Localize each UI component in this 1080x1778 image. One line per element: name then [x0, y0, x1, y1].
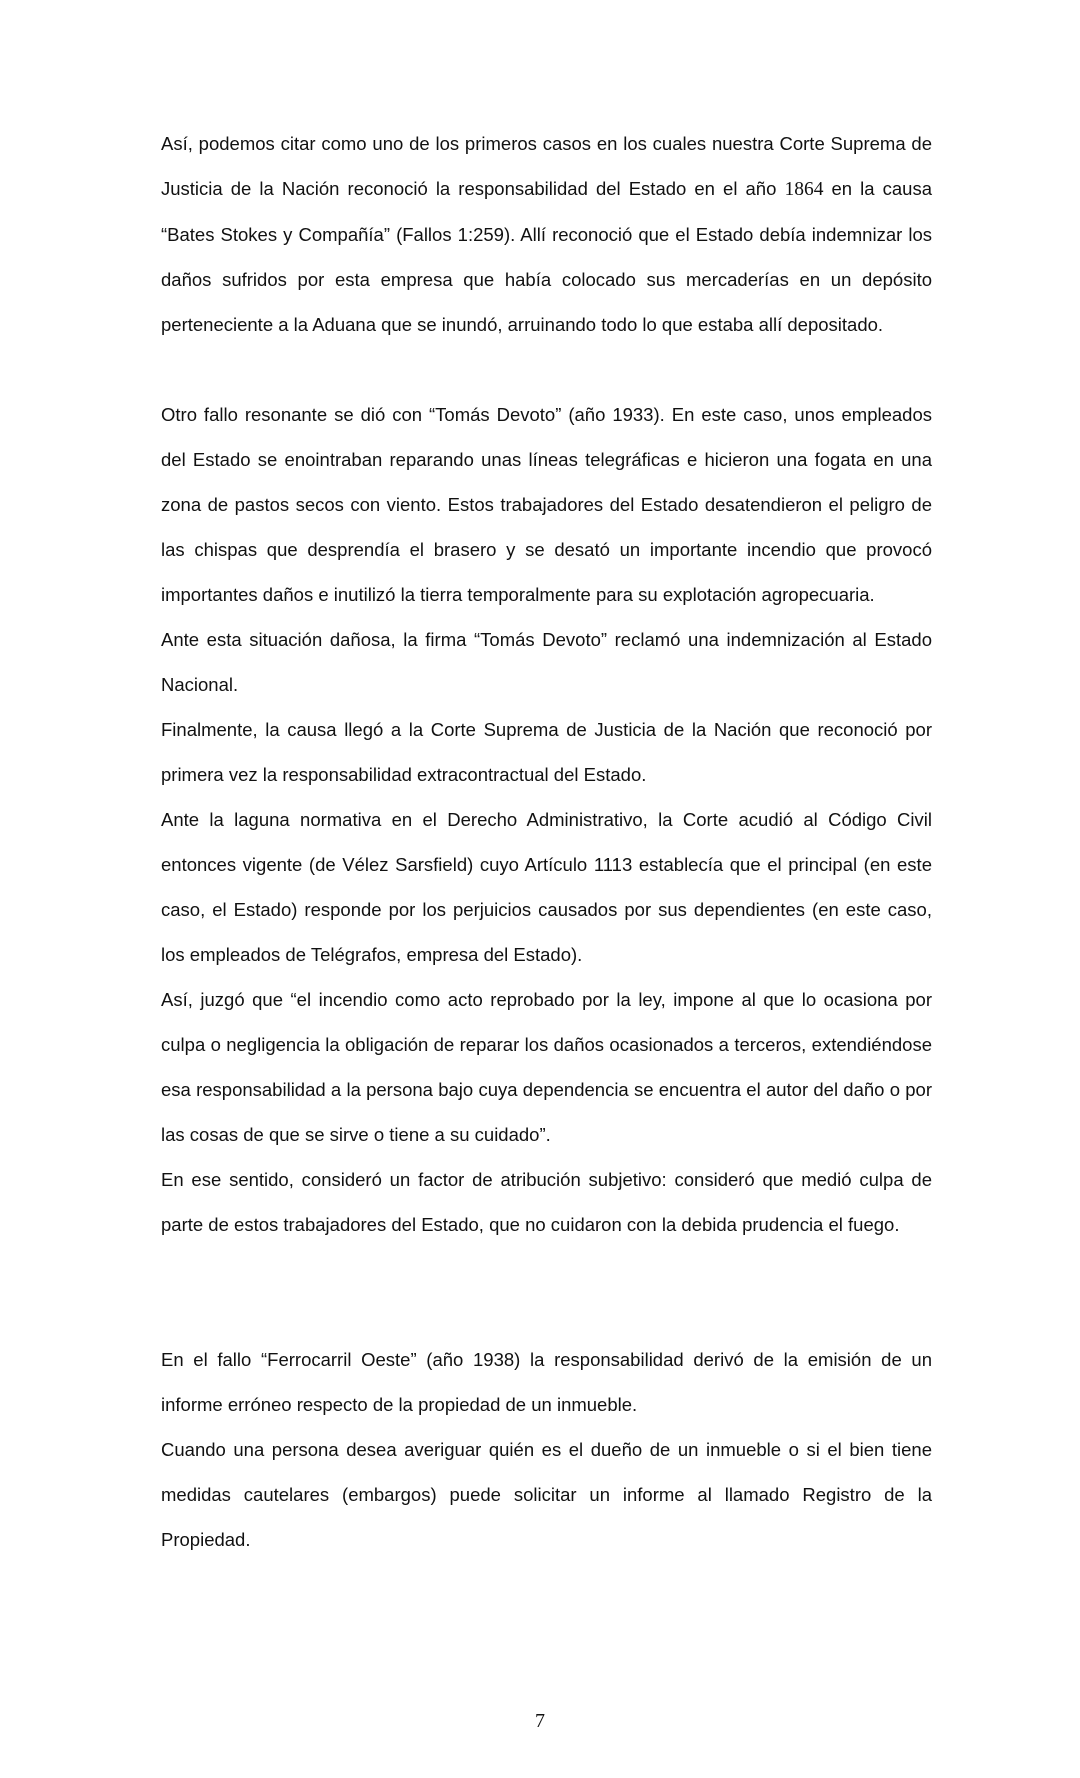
paragraph-spacer — [161, 347, 932, 392]
paragraph-court-quote: Así, juzgó que “el incendio como acto reprobado por la ley, impone al que lo ocasiona por culpa o negligencia la obligación de reparar los daños ocasionados a terceros, extendiéndose esa responsabilidad a la persona bajo cuya dependencia se encuentra el autor del daño o por las cosas de que se sirve o tiene a su cuidado”. — [161, 989, 932, 1145]
paragraph-tomas-devoto-claim: Ante esta situación dañosa, la firma “Tomás Devoto” reclamó una indemnización al Estado Nacional. — [161, 629, 932, 695]
paragraph-spacer — [161, 1292, 932, 1337]
paragraph-property-registry: Cuando una persona desea averiguar quién es el dueño de un inmueble o si el bien tiene medidas cautelares (embargos) puede solicitar un informe al llamado Registro de la Propiedad. — [161, 1439, 932, 1550]
paragraph-text-before-year: Así, podemos citar como uno de los primeros casos en los cuales nuestra Corte Suprema de Justicia de la Nación reconoció la responsabilidad del Estado en el año — [161, 133, 932, 199]
document-page-body — [161, 121, 932, 1562]
paragraph-text-after-year: en la causa “Bates Stokes y Compañía” (Fallos 1:259). Allí reconoció que el Estado debía indemnizar los daños sufridos por esta empresa que había colocado sus mercaderías en un depósito perteneciente a la Aduana que se inundó, arruinando todo lo que estaba allí depositado. — [161, 178, 932, 335]
paragraph-subjective-factor: En ese sentido, consideró un factor de atribución subjetivo: consideró que medió culpa de parte de estos trabajadores del Estado, que no cuidaron con la debida prudencia el fuego. — [161, 1169, 932, 1235]
page-number: 7 — [535, 1710, 545, 1732]
paragraph-civil-code-article: Ante la laguna normativa en el Derecho Administrativo, la Corte acudió al Código Civil entonces vigente (de Vélez Sarsfield) cuyo Artículo 1113 establecía que el principal (en este caso, el Estado) responde por los perjuicios causados por sus dependientes (en este caso, los empleados de Telégrafos, empresa del Estado). — [161, 809, 932, 965]
year-1864: 1864 — [784, 179, 824, 200]
paragraph-supreme-court-recognition: Finalmente, la causa llegó a la Corte Suprema de Justicia de la Nación que reconoció por primera vez la responsabilidad extracontractual del Estado. — [161, 719, 932, 785]
paragraph-ferrocarril-oeste: En el fallo “Ferrocarril Oeste” (año 1938) la responsabilidad derivó de la emisión de un informe erróneo respecto de la propiedad de un inmueble. — [161, 1349, 932, 1415]
paragraph-tomas-devoto-facts: Otro fallo resonante se dió con “Tomás Devoto” (año 1933). En este caso, unos empleados del Estado se enointraban reparando unas líneas telegráficas e hicieron una fogata en una zona de pastos secos con viento. Estos trabajadores del Estado desatendieron el peligro de las chispas que desprendía el brasero y se desató un importante incendio que provocó importantes daños e inutilizó la tierra temporalmente para su explotación agropecuaria. — [161, 404, 932, 605]
paragraph-spacer — [161, 1247, 932, 1292]
paragraph-bates-stokes — [161, 121, 932, 347]
